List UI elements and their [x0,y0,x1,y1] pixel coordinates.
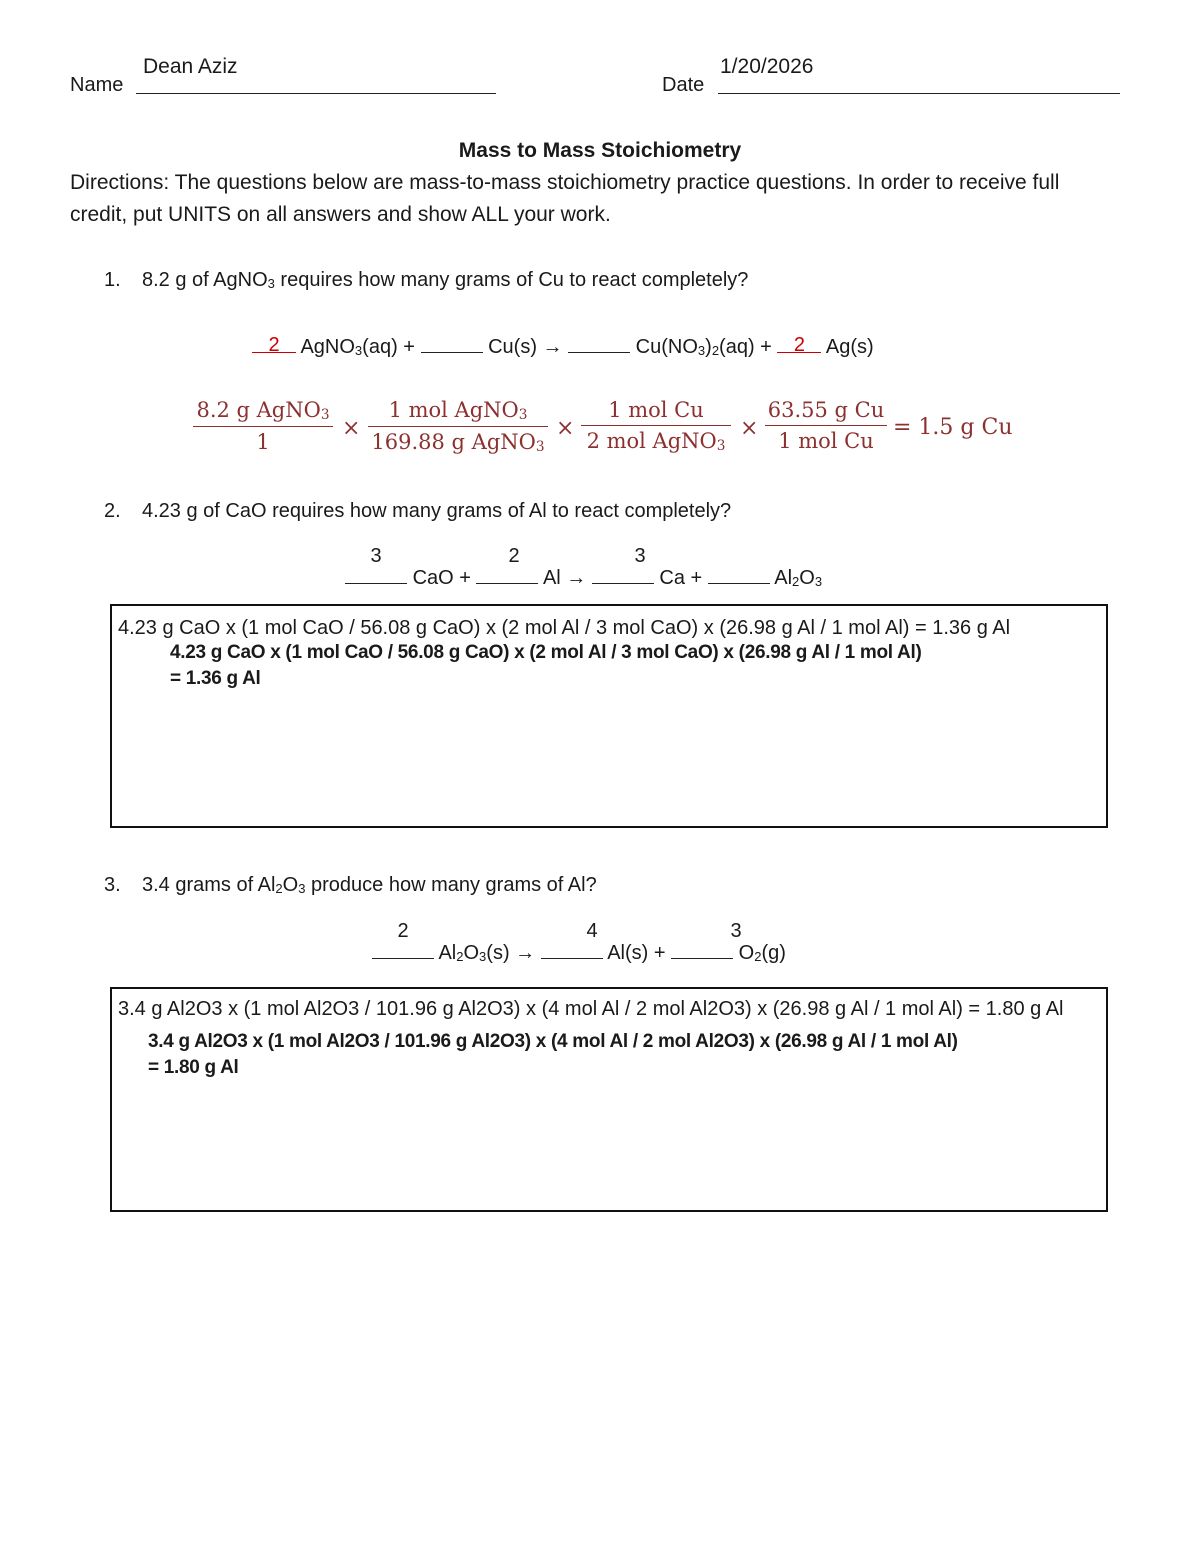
date-underline [718,93,1120,94]
times-3: × [740,416,759,441]
calc-result: = 1.5 g Cu [893,415,1013,440]
q2-number: 2. [104,500,121,522]
q1-number: 1. [104,269,121,291]
calc-fraction-4: 63.55 g Cu 1 mol Cu [765,398,887,453]
directions: Directions: The questions below are mass-to-mass stoichiometry practice questions. In order to receive full credit, put UNITS on all answers and show ALL your work. [70,171,1060,226]
q2-coef-3[interactable]: 3 [634,545,646,567]
q2-answer-line-2: = 1.36 g Al [170,668,261,689]
name-underline [136,93,496,94]
q3-answer-box[interactable] [110,987,1108,1212]
q2-answer-line-1: 4.23 g CaO x (1 mol CaO / 56.08 g CaO) x (2 mol Al / 3 mol CaO) x (26.98 g Al / 1 mol Al) [170,642,922,663]
q2-equation: CaO + $Al \to Ca + Al_2O_3$ [345,565,822,590]
date-label: Date [662,74,705,96]
q3-answer-line-1: 3.4 g Al2O3 x (1 mol Al2O3 / 101.96 g Al2O3) x (4 mol Al / 2 mol Al2O3) x (26.98 g Al / 1 mol Al) [148,1031,958,1052]
q2-coef-1[interactable]: 3 [370,545,382,567]
q2-blank-4[interactable] [708,565,770,584]
q3-blank-3[interactable] [671,940,733,959]
q2-text: 4.23 g of CaO requires how many grams of Al to react completely? [142,500,732,522]
q1-coef-2[interactable] [421,334,483,353]
q3-coef-3[interactable]: 3 [730,920,742,942]
q2-answer-typed: 4.23 g CaO x (1 mol CaO / 56.08 g CaO) x (2 mol Al / 3 mol CaO) x (26.98 g Al / 1 mol Al) = 1.36 g Al [118,617,1011,639]
q3-blank-2[interactable] [541,940,603,959]
q2-blank-3[interactable] [592,565,654,584]
q3-coef-1[interactable]: 2 [397,920,409,942]
calc-fraction-2: 1 mol AgNO$_3$ 169.88 g AgNO$_3$ [368,398,548,455]
q1-coef-1[interactable]: 2 [252,334,296,353]
q3-text: 3.4 grams of $Al_2O_3$ produce how many grams of Al? [142,874,597,896]
q1-coef-3[interactable] [568,334,630,353]
page-title: Mass to Mass Stoichiometry [458,139,742,162]
q2-blank-1[interactable] [345,565,407,584]
q3-blank-1[interactable] [372,940,434,959]
q3-answer-line-2: = 1.80 g Al [148,1057,239,1078]
q2-coef-2[interactable]: 2 [508,545,520,567]
q1-text: 8.2 g of AgNO$_3$ requires how many grams of Cu to react completely? [142,269,749,291]
q1-coef-4[interactable]: 2 [777,334,821,353]
q3-answer-typed: 3.4 g Al2O3 x (1 mol Al2O3 / 101.96 g Al2O3) x (4 mol Al / 2 mol Al2O3) x (26.98 g Al / 1 mol Al) = 1.80 g Al [118,998,1064,1020]
q2-answer-box[interactable] [110,604,1108,828]
name-label: Name [70,74,124,96]
name-value[interactable]: Dean Aziz [143,55,238,78]
q1-equation: 2 AgNO$_3$(aq) + $Cu(s) \to Cu(NO_3)_2(aq) + 2$ Ag(s) [252,334,874,359]
calc-fraction-1: 8.2 g AgNO$_3$ 1 [193,398,333,454]
q3-equation: $Al_2O_3(s) \to Al(s) + O_2(g)$ [372,940,786,965]
calc-fraction-3: 1 mol Cu 2 mol AgNO$_3$ [581,398,731,454]
q2-blank-2[interactable] [476,565,538,584]
times-2: × [556,416,575,441]
q3-coef-2[interactable]: 4 [586,920,598,942]
date-value[interactable]: 1/20/2026 [720,55,814,78]
times-1: × [342,416,361,441]
q3-number: 3. [104,874,121,896]
